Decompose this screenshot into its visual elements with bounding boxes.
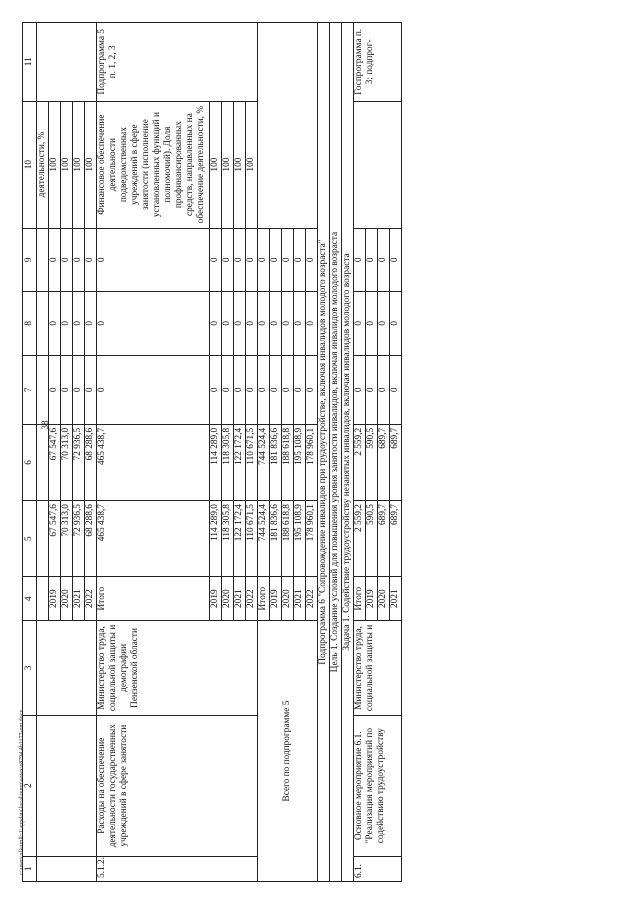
cell-c6: 114 289,0 <box>210 424 222 500</box>
cell-c7: 0 <box>210 355 222 424</box>
cell-c8: 0 <box>234 292 246 356</box>
cell-c7: 0 <box>49 355 61 424</box>
cell <box>258 23 318 229</box>
footer-file-path: c:\users\zlkoroll~1\appdata\local\temp\aotex\e8794 4b1177-om.docx <box>19 709 25 875</box>
cell-c8: 0 <box>222 292 234 356</box>
cell <box>37 715 97 856</box>
cell-c5: 68 288,6 <box>85 501 97 577</box>
cell-c8: 0 <box>73 292 85 356</box>
cell-c8: 0 <box>210 292 222 356</box>
col-header: 2 <box>23 715 37 856</box>
cell-c8: 0 <box>49 292 61 356</box>
cell-c7: 0 <box>85 355 97 424</box>
cell-c8: 0 <box>354 292 366 356</box>
col-header: 1 <box>23 856 37 881</box>
cell-year: 2021 <box>294 577 306 621</box>
subprogram-total-label: Всего по подпрограмме 5 <box>258 621 318 882</box>
cell-c10: 100 <box>85 101 97 228</box>
item-indicator: Финансовое обеспечение деятельности подведомственных учреждений в сфере занятости (исполнение установленных функций и полномочий). Доля профинансированных средств, направленных на обеспечение деятельности, % <box>97 101 210 228</box>
cell-c6: 188 618,8 <box>282 424 294 500</box>
col-header: 10 <box>23 101 37 228</box>
cell-c10: 100 <box>210 101 222 228</box>
cell-c6: 689,7 <box>378 424 390 500</box>
cell <box>354 101 402 228</box>
cell-c8: 0 <box>366 292 378 356</box>
cell-c7: 0 <box>294 355 306 424</box>
item-number: 6.1. <box>354 856 402 881</box>
cell-c8: 0 <box>390 292 402 356</box>
cell-year <box>37 577 49 621</box>
cell-c8: 0 <box>306 292 318 356</box>
page-number: 38 <box>40 420 50 430</box>
cell-c5: 67 547,6 <box>49 501 61 577</box>
cell-year: 2019 <box>366 577 378 621</box>
cell-c8: 0 <box>258 292 270 356</box>
cell-c7: 0 <box>97 355 210 424</box>
cell-c9: 0 <box>210 228 222 292</box>
subprogram-6-title: Подпрограмма 6 "Сопровождение инвалидов при трудоустройстве, включая инвалидов молодого возраста" <box>318 23 330 882</box>
cell-c8: 0 <box>85 292 97 356</box>
cell-c6: 72 936,5 <box>73 424 85 500</box>
cell-c5: 590,5 <box>366 501 378 577</box>
cell-c7: 0 <box>282 355 294 424</box>
col-header: 3 <box>23 621 37 716</box>
cell-c6 <box>37 424 49 500</box>
cell-c10: деятельности, % <box>37 101 49 228</box>
cell-c7: 0 <box>354 355 366 424</box>
cell-c6: 67 547,6 <box>49 424 61 500</box>
cell-c6: 178 960,1 <box>306 424 318 500</box>
cell-c9: 0 <box>306 228 318 292</box>
col-header: 11 <box>23 23 37 102</box>
cell-c8: 0 <box>246 292 258 356</box>
item-program-ref: Подпрограмма 5 п. 1, 2, 3 <box>97 23 258 102</box>
cell-year: 2022 <box>85 577 97 621</box>
cell-c10: 100 <box>234 101 246 228</box>
cell-c7: 0 <box>234 355 246 424</box>
table-row <box>258 23 270 882</box>
cell <box>37 23 97 102</box>
cell-c9: 0 <box>222 228 234 292</box>
cell-c9: 0 <box>366 228 378 292</box>
program-table <box>22 22 402 882</box>
table-row <box>354 23 366 882</box>
cell-c9: 0 <box>378 228 390 292</box>
cell-c5: 72 936,5 <box>73 501 85 577</box>
cell-c6: 70 313,0 <box>61 424 73 500</box>
cell-year: 2020 <box>282 577 294 621</box>
cell-c9: 0 <box>234 228 246 292</box>
cell-year: 2022 <box>306 577 318 621</box>
cell-c6: 110 671,5 <box>246 424 258 500</box>
cell-c7: 0 <box>258 355 270 424</box>
cell-c10: 100 <box>222 101 234 228</box>
cell <box>37 856 97 881</box>
cell-c7: 0 <box>270 355 282 424</box>
cell-c7: 0 <box>61 355 73 424</box>
cell-year: 2020 <box>378 577 390 621</box>
col-header: 6 <box>23 424 37 500</box>
col-header: 7 <box>23 355 37 424</box>
cell-c5: 689,7 <box>390 501 402 577</box>
cell-c6: 744 524,4 <box>258 424 270 500</box>
cell-c5: 122 172,4 <box>234 501 246 577</box>
cell-c5: 744 524,4 <box>258 501 270 577</box>
cell-c5: 2 559,2 <box>354 501 366 577</box>
cell-c5: 114 289,0 <box>210 501 222 577</box>
cell-c9: 0 <box>354 228 366 292</box>
cell-c9: 0 <box>73 228 85 292</box>
cell-c9: 0 <box>246 228 258 292</box>
cell-c6: 689,7 <box>390 424 402 500</box>
cell-c8: 0 <box>270 292 282 356</box>
cell-year: 2021 <box>234 577 246 621</box>
rotated-table-container <box>22 22 630 882</box>
table-row <box>318 23 330 882</box>
cell-c9: 0 <box>97 228 210 292</box>
cell-c5: 195 108,9 <box>294 501 306 577</box>
cell-c9: 0 <box>85 228 97 292</box>
cell-year: 2019 <box>49 577 61 621</box>
cell-c6: 68 288,6 <box>85 424 97 500</box>
cell-c10: 100 <box>49 101 61 228</box>
table-row <box>97 23 210 882</box>
cell-year: Итого <box>97 577 210 621</box>
cell <box>37 621 97 716</box>
cell-c7: 0 <box>222 355 234 424</box>
cell-year: Итого <box>258 577 270 621</box>
cell-c6: 181 836,6 <box>270 424 282 500</box>
task-1: Задача 1. Содействие трудоустройству незанятых инвалидов, включая инвалидов молодого возраста <box>342 23 354 882</box>
item-executor: Министерство труда, социальной защиты и демографии Пензенской области <box>97 621 258 716</box>
cell-c8 <box>37 292 49 356</box>
cell-year: 2022 <box>246 577 258 621</box>
cell-year: 2021 <box>390 577 402 621</box>
cell-c5: 118 305,8 <box>222 501 234 577</box>
cell-c5: 178 960,1 <box>306 501 318 577</box>
cell-c5: 689,7 <box>378 501 390 577</box>
cell-c8: 0 <box>378 292 390 356</box>
cell-c9: 0 <box>258 228 270 292</box>
cell-c6: 195 108,9 <box>294 424 306 500</box>
cell-c6: 2 559,2 <box>354 424 366 500</box>
cell-c6: 118 305,8 <box>222 424 234 500</box>
cell-c8: 0 <box>282 292 294 356</box>
goal-1: Цель 1. Создание условий для повышения уровня занятости инвалидов, включая инвалидов молодого возраста <box>330 23 342 882</box>
item-program-ref: Госпрограмма п. 3; подпрог- <box>354 23 402 102</box>
col-header: 9 <box>23 228 37 292</box>
cell-c9: 0 <box>61 228 73 292</box>
cell-c5: 110 671,5 <box>246 501 258 577</box>
cell-c5: 70 313,0 <box>61 501 73 577</box>
cell-year: Итого <box>354 577 366 621</box>
cell-c7: 0 <box>306 355 318 424</box>
cell-c5: 188 618,8 <box>282 501 294 577</box>
table-row <box>342 23 354 882</box>
cell-c10: 100 <box>61 101 73 228</box>
cell-year: 2020 <box>222 577 234 621</box>
cell-c9: 0 <box>282 228 294 292</box>
item-name: Основное мероприятие 6.1. "Реализация мероприятий по содействию трудоустройству <box>354 715 402 856</box>
cell-c7 <box>37 355 49 424</box>
table-row <box>37 23 49 882</box>
cell-c5: 465 438,7 <box>97 501 210 577</box>
cell-c9: 0 <box>49 228 61 292</box>
cell-year: 2020 <box>61 577 73 621</box>
item-name: Расходы на обеспечение деятельности государственных учреждений в сфере занятости <box>97 715 258 856</box>
cell-c9 <box>37 228 49 292</box>
cell-c7: 0 <box>246 355 258 424</box>
cell-year: 2019 <box>210 577 222 621</box>
cell-c9: 0 <box>294 228 306 292</box>
cell-c6: 590,5 <box>366 424 378 500</box>
cell-c10: 100 <box>73 101 85 228</box>
cell-c6: 122 172,4 <box>234 424 246 500</box>
item-executor: Министерство труда, социальной защиты и <box>354 621 402 716</box>
cell-c5 <box>37 501 49 577</box>
cell-c8: 0 <box>294 292 306 356</box>
cell-c8: 0 <box>97 292 210 356</box>
cell-c5: 181 836,6 <box>270 501 282 577</box>
cell-c6: 465 438,7 <box>97 424 210 500</box>
item-number: 5.1.2. <box>97 856 258 881</box>
cell-c7: 0 <box>390 355 402 424</box>
cell-c9: 0 <box>390 228 402 292</box>
cell-c8: 0 <box>61 292 73 356</box>
col-header: 4 <box>23 577 37 621</box>
cell-year: 2019 <box>270 577 282 621</box>
cell-c10: 100 <box>246 101 258 228</box>
col-header: 5 <box>23 501 37 577</box>
cell-c7: 0 <box>366 355 378 424</box>
cell-year: 2021 <box>73 577 85 621</box>
column-number-row <box>23 23 37 882</box>
col-header: 8 <box>23 292 37 356</box>
cell-c7: 0 <box>73 355 85 424</box>
table-row <box>330 23 342 882</box>
cell-c7: 0 <box>378 355 390 424</box>
cell-c9: 0 <box>270 228 282 292</box>
